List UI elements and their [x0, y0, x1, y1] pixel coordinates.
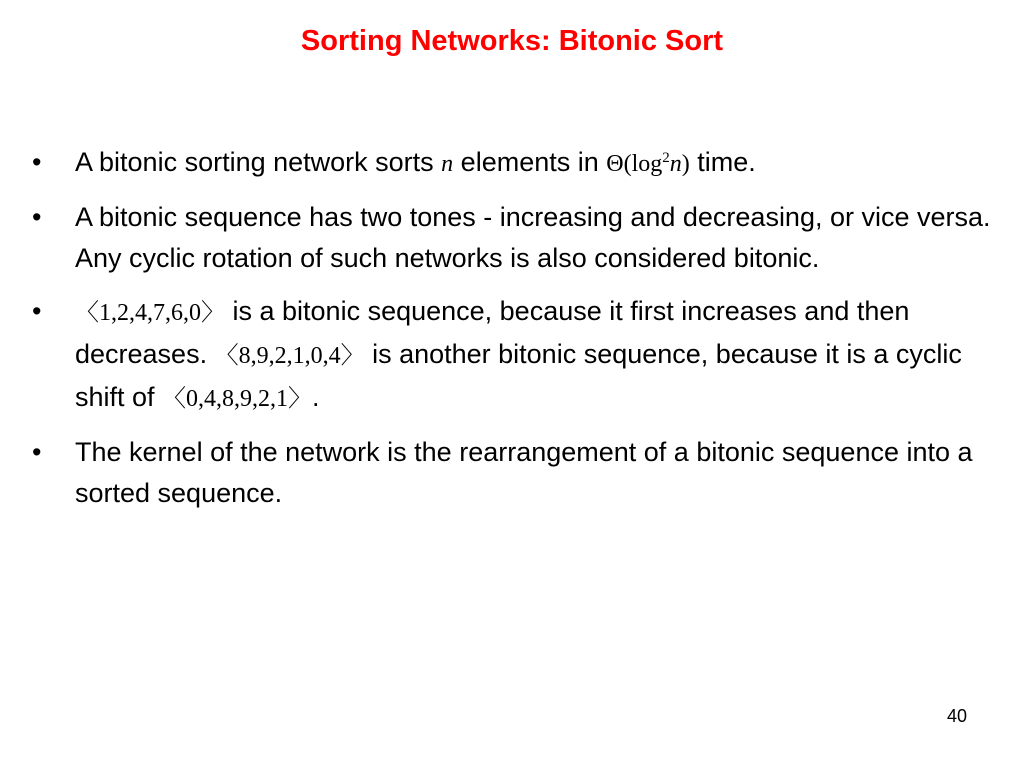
page-number: 40 [946, 706, 967, 726]
bullet-text: time. [689, 147, 756, 177]
bullet-text: The kernel of the network is the rearrangement of a bitonic sequence into a sorted sequence. [75, 437, 973, 508]
math-variable-n: n [669, 151, 682, 177]
bullet-dot-icon: • [32, 296, 42, 326]
bullet-text: . [312, 382, 320, 412]
bullet-item-definition [32, 197, 992, 279]
slide-title: Sorting Networks: Bitonic Sort [300, 25, 724, 57]
bullet-text: elements in [453, 147, 607, 177]
bullet-dot-icon: • [32, 437, 42, 467]
bullet-text: A bitonic sorting network sorts [75, 147, 442, 177]
bullet-list [32, 142, 992, 526]
math-sequence: 〈1,2,4,7,6,0〉 [75, 300, 225, 326]
math-sequence: 〈8,9,2,1,0,4〉 [214, 343, 365, 369]
bullet-dot-icon: • [32, 202, 42, 232]
bullet-text: is another bitonic sequence, because it is a cyclic shift of [75, 339, 962, 412]
math-theta-log: $\Theta(\log^2n)$ [606, 150, 690, 177]
bullet-text: is a bitonic sequence, because it first increases and then decreases. [75, 296, 910, 369]
bullet-item-complexity [32, 142, 992, 185]
bullet-text: A bitonic sequence has two tones - increasing and decreasing, or vice versa. Any cyclic rotation of such networks is also considered bitonic. [75, 202, 991, 273]
bullet-item-kernel [32, 432, 992, 514]
bullet-item-examples [32, 291, 992, 420]
bullet-dot-icon: • [32, 147, 42, 177]
math-variable-n: n [441, 151, 454, 177]
math-sequence: 〈0,4,8,9,2,1〉 [162, 386, 313, 412]
math-exponent: 2 [662, 150, 670, 166]
